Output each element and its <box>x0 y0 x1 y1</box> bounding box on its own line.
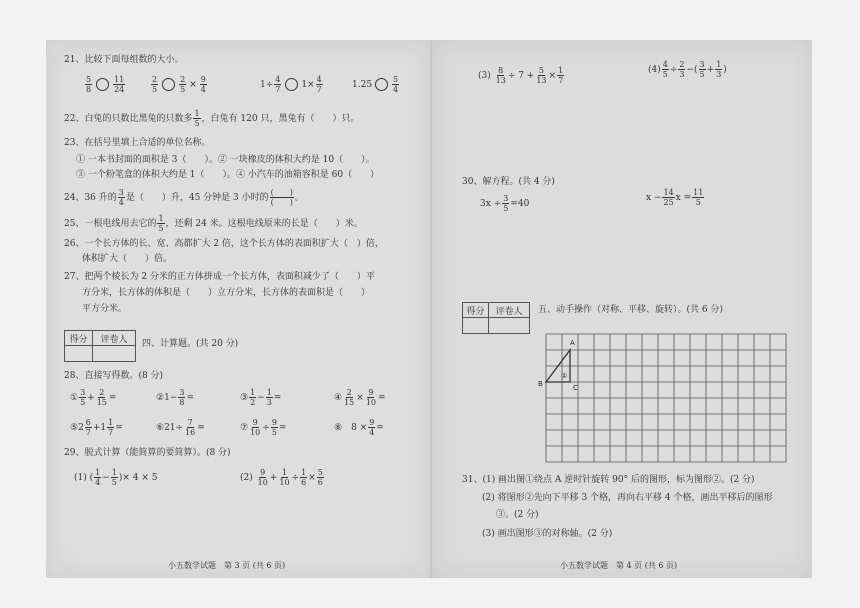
q29-item-1: (1) ( $\frac{1}{4}$ − $\frac{1}{5}$ )× 4 × 5 <box>74 468 158 487</box>
compare-circle[interactable] <box>162 78 175 91</box>
q31-line4: (3) 画出图形③的对称轴。(2 分) <box>482 529 613 539</box>
q24: 24、36 升的 $\frac{3}{4}$ 是（ ）升，45 分钟是 3 小时的 $\frac{( )}{( )}$ 。 <box>64 188 304 207</box>
q31-line2: (2) 将图形②先向下平移 3 个格，再向右平移 4 个格，画出平移后的图形 <box>482 493 773 503</box>
left-footer: 小五数学试题 第 3 页 (共 6 页) <box>168 561 286 570</box>
q28-item-4: ④ $\frac{2}{15}$ × $\frac{9}{10}$ = <box>334 388 386 407</box>
compare-circle[interactable] <box>375 78 388 91</box>
figure-1-label: ① <box>561 372 568 380</box>
q28-item-2: ②1− $\frac{3}{8}$ = <box>156 388 194 407</box>
score-box-right <box>462 302 530 334</box>
q26-line2: 体积扩大（ ）倍。 <box>82 254 173 264</box>
q27-line3: 平方分米。 <box>82 304 128 314</box>
grader-label: 评卷人 <box>93 331 135 346</box>
q27-line2: 方分米，长方体的体积是（ ）立方分米，长方体的表面积是（ ） <box>82 288 371 298</box>
q26-line1: 26、一个长方体的长、宽、高都扩大 2 倍，这个长方体的表面积扩大（ ）倍， <box>64 239 384 249</box>
q28-item-5: ⑤2 $\frac{6}{7}$ +1 $\frac{1}{7}$ = <box>70 418 123 437</box>
q29-item-2: (2) $\frac{9}{10}$ + $\frac{1}{10}$ ÷ $\frac{1}{6}$ × $\frac{5}{6}$ <box>240 468 323 487</box>
q22: 22、白兔的只数比黑兔的只数多 $\frac{1}{5}$ ，白兔有 120 只，黑兔有（ ）只。 <box>64 109 360 128</box>
score-cell[interactable] <box>463 318 489 333</box>
point-b-label: B <box>538 380 543 388</box>
q23-title: 23、在括号里填上合适的单位名称。 <box>64 138 211 148</box>
q21-compare-a: $\frac{5}{8}$ $\frac{11}{24}$ <box>86 75 125 94</box>
q28-item-7: ⑦ $\frac{9}{10}$ ÷ $\frac{9}{5}$ = <box>240 418 287 437</box>
q23-line1: ① 一本书封面的面积是 3（ ）。② 一块橡皮的体积大约是 10（ ）。 <box>76 155 375 165</box>
q25: 25、一根电线用去它的 $\frac{1}{5}$ ，还剩 24 米。这根电线原来的长是（ ）米。 <box>64 214 363 233</box>
q28-item-1: ① $\frac{3}{5}$ + $\frac{2}{15}$ = <box>70 388 117 407</box>
score-cell[interactable] <box>65 346 93 361</box>
point-c-label: C <box>573 384 578 392</box>
drawing-grid[interactable] <box>538 334 786 462</box>
section-4-title: 四、计算题。(共 20 分) <box>142 339 239 349</box>
page-fold <box>430 40 432 578</box>
q28-item-8: ⑧ 8 × $\frac{9}{4}$ = <box>334 418 384 437</box>
score-box-left <box>64 330 136 362</box>
grader-label: 评卷人 <box>489 303 529 318</box>
q27-line1: 27、把两个棱长为 2 分米的正方体拼成一个长方体，表面积减少了（ ）平 <box>64 272 375 282</box>
q28-item-3: ③ $\frac{1}{2}$ − $\frac{1}{3}$ = <box>240 388 282 407</box>
q28-item-6: ⑥21÷ $\frac{7}{16}$ = <box>156 418 205 437</box>
q21-compare-c: 1÷ $\frac{4}{7}$ 1× $\frac{4}{7}$ <box>260 75 322 94</box>
q30-title: 30、解方程。(共 4 分) <box>462 177 555 187</box>
section-5-title: 五、动手操作（对称、平移、旋转）。(共 6 分) <box>538 305 723 315</box>
q21-title: 21、比较下面每组数的大小。 <box>64 55 184 65</box>
score-label: 得分 <box>65 331 93 346</box>
q29-item-4: (4) $\frac{4}{5}$ ÷ $\frac{2}{3}$ −( $\frac{3}{5}$ + $\frac{1}{3}$ ) <box>648 60 727 79</box>
q28-title: 28、直接写得数。(8 分) <box>64 371 164 381</box>
q29-item-3: (3) $\frac{8}{13}$ ÷ 7 + $\frac{5}{13}$ × $\frac{1}{7}$ <box>478 66 564 85</box>
q21-compare-b: $\frac{2}{5}$ $\frac{2}{5}$ × $\frac{9}{4}$ <box>152 75 206 94</box>
grader-cell[interactable] <box>93 346 135 361</box>
q30-eq-1: 3x ÷ $\frac{3}{5}$ =40 <box>480 194 530 213</box>
score-label: 得分 <box>463 303 489 318</box>
q31-line1: 31、(1) 画出图①绕点 A 逆时针旋转 90° 后的图形，标为图形②。(2 分) <box>462 475 755 485</box>
right-footer: 小五数学试题 第 4 页 (共 6 页) <box>560 561 678 570</box>
q23-line2: ③ 一个粉笔盒的体积大约是 1（ ）。④ 小汽车的油箱容积是 60（ ） <box>76 170 380 180</box>
compare-circle[interactable] <box>285 78 298 91</box>
q30-eq-2: x − $\frac{14}{25}$ x = $\frac{11}{5}$ <box>646 188 704 207</box>
q29-title: 29、脱式计算（能简算的要简算）。(8 分) <box>64 448 231 458</box>
q31-line3: ③。(2 分) <box>496 510 539 520</box>
grader-cell[interactable] <box>489 318 529 333</box>
q21-compare-d: 1.25 $\frac{5}{4}$ <box>352 75 399 94</box>
compare-circle[interactable] <box>96 78 109 91</box>
point-a-label: A <box>570 339 575 347</box>
